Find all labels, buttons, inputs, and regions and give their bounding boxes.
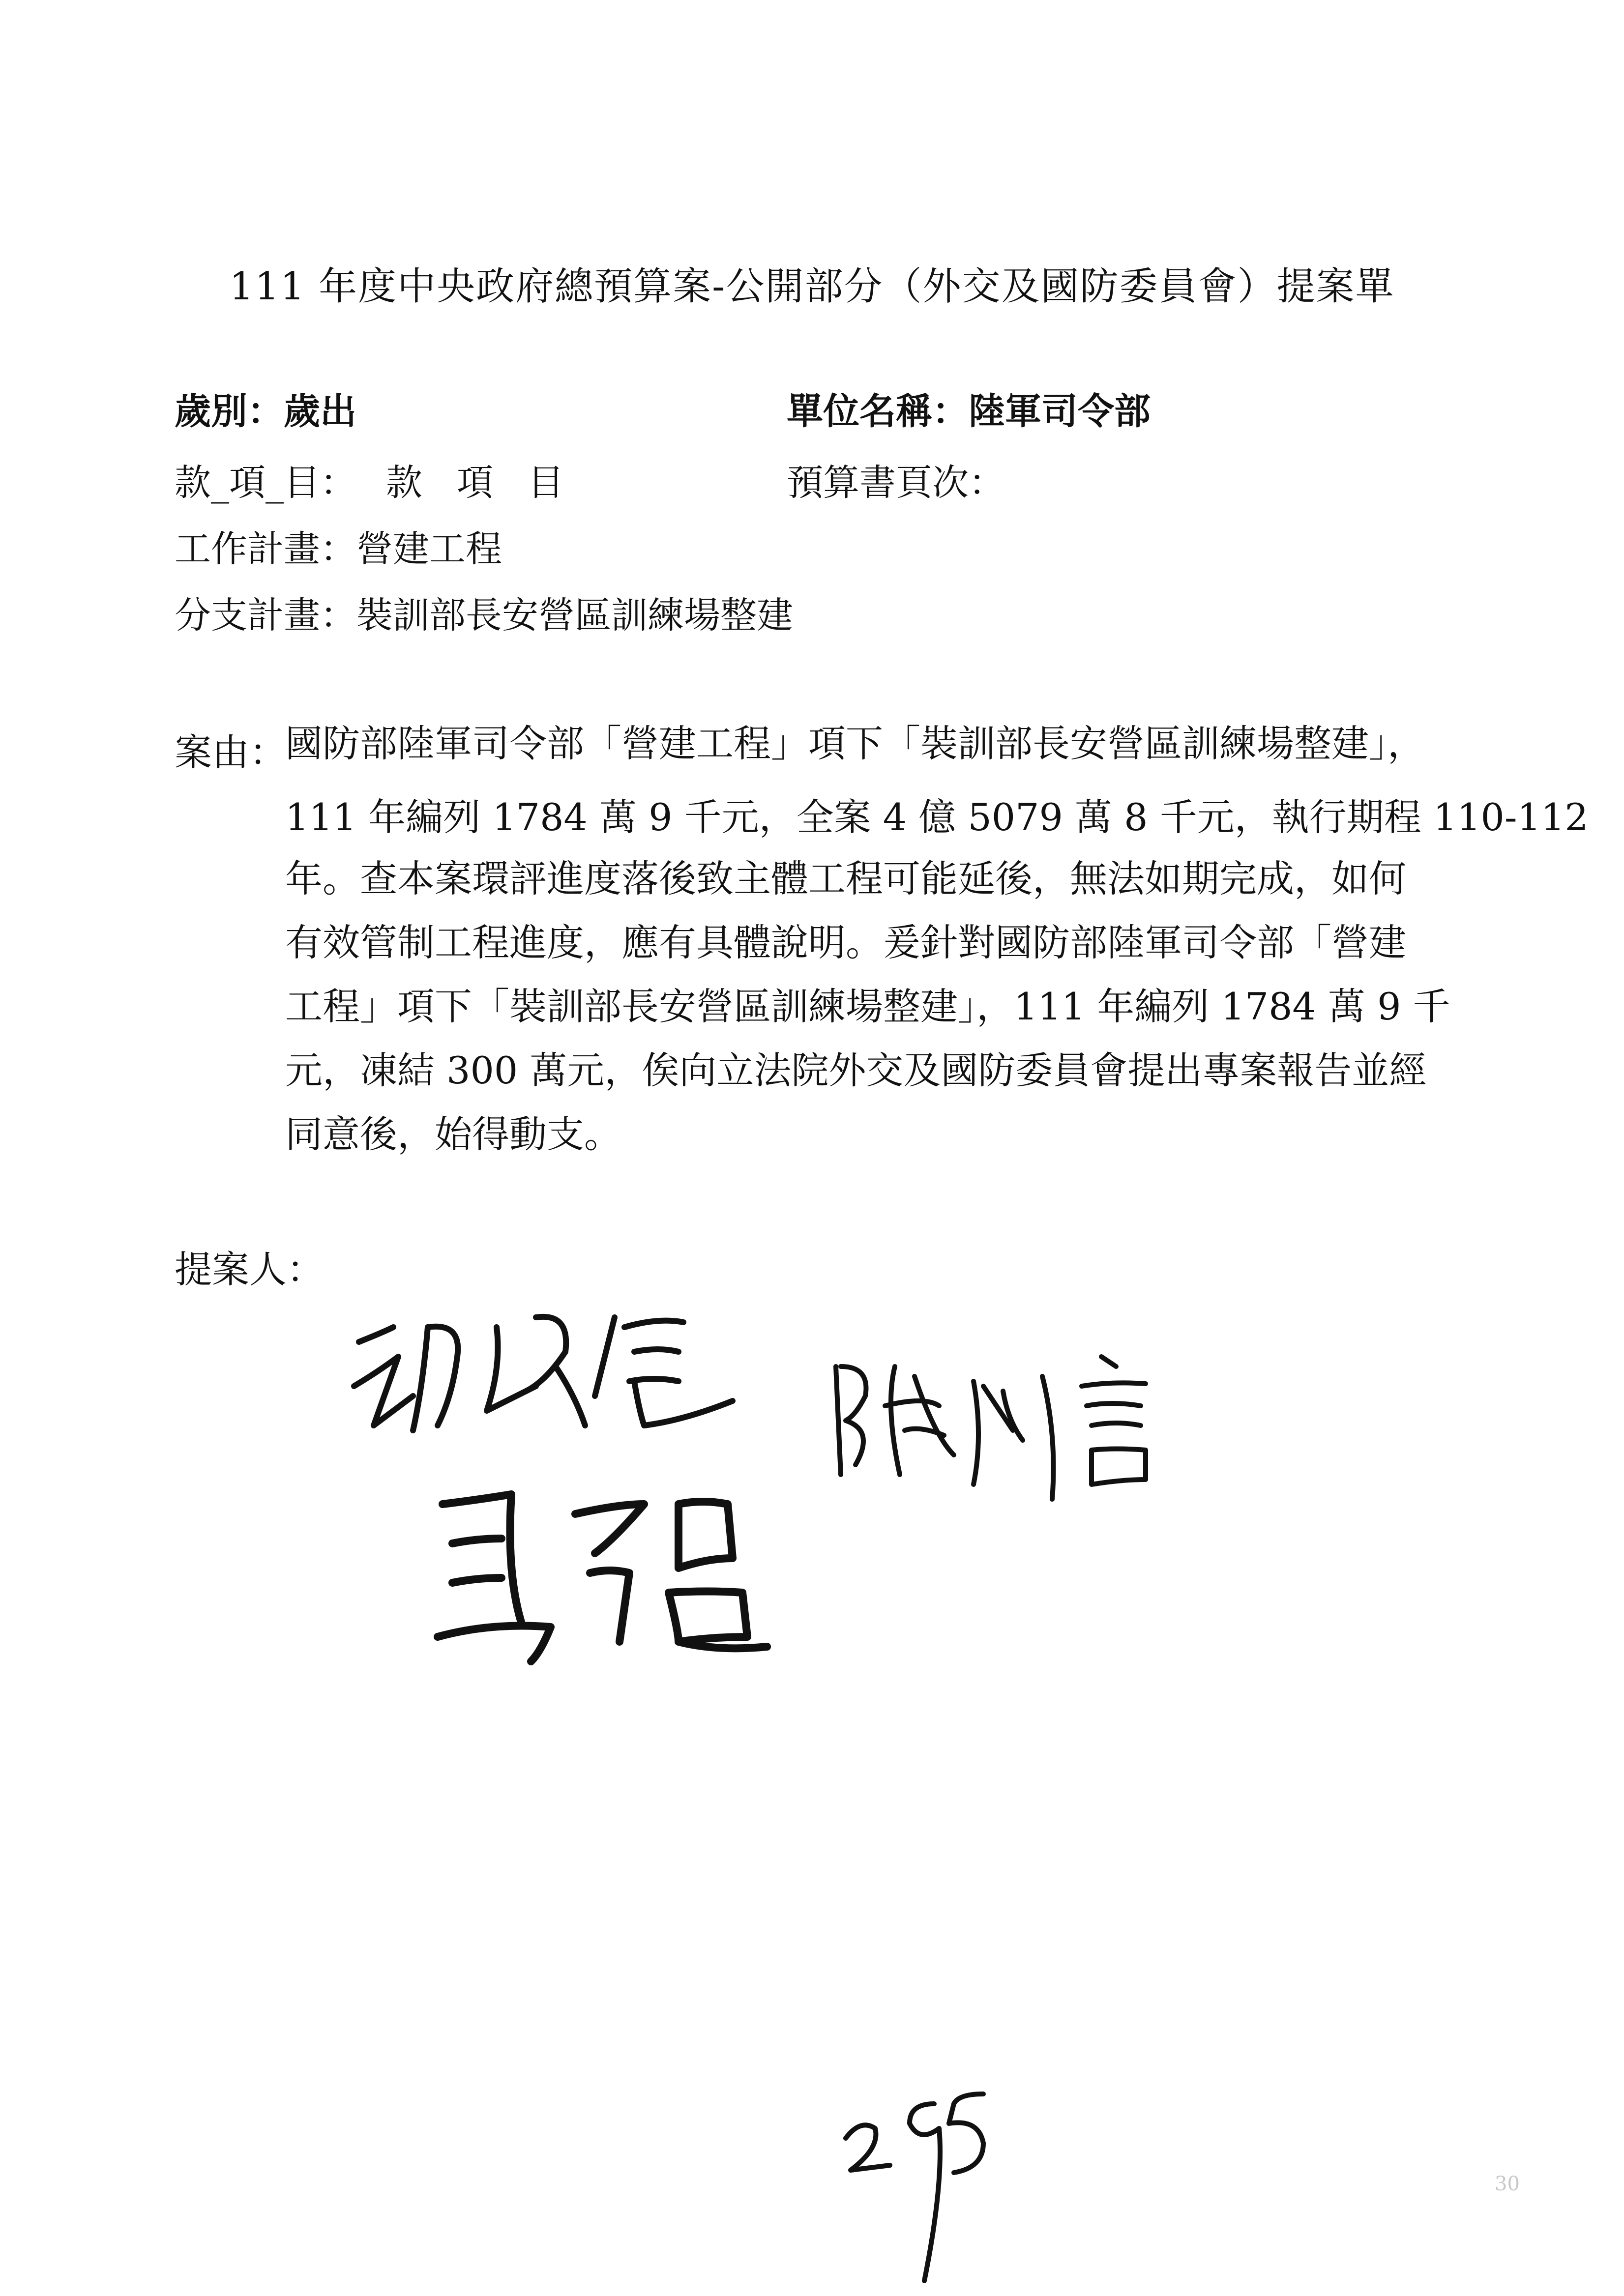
unit-value: 陸軍司令部 — [969, 390, 1151, 433]
sub-plan-value: 裝訓部長安營區訓練場整建 — [356, 594, 793, 637]
item-kuan: 款 — [386, 462, 422, 504]
signature-2 — [826, 1347, 1269, 1504]
unit-field — [787, 390, 1151, 433]
item-label: 款_項_目： — [175, 462, 356, 504]
budget-page-field — [787, 462, 1005, 504]
signature-1 — [339, 1298, 782, 1445]
category-label: 歲別： — [175, 390, 284, 433]
unit-label: 單位名稱： — [787, 390, 969, 433]
item-mu: 目 — [528, 462, 564, 504]
reason-line: 有效管制工程進度，應有具體說明。爰針對國防部陸軍司令部「營建 — [285, 921, 1406, 964]
corner-mark: 30 — [1495, 2173, 1520, 2195]
reason-line: 國防部陸軍司令部「營建工程」項下「裝訓部長安營區訓練場整建」， — [285, 722, 1425, 765]
proposer-label: 提案人： — [175, 1248, 324, 1291]
item-field — [175, 462, 564, 504]
sub-plan-label: 分支計畫： — [175, 594, 356, 637]
work-plan-value: 營建工程 — [356, 528, 502, 570]
work-plan-field — [175, 528, 502, 570]
reason-line: 同意後，始得動支。 — [285, 1112, 621, 1156]
budget-page-label: 預算書頁次： — [787, 462, 1005, 504]
item-xiang: 項 — [457, 462, 493, 504]
reason-line: 元，凍結 300 萬元，俟向立法院外交及國防委員會提出專案報告並經 — [285, 1048, 1427, 1092]
document-title: 111 年度中央政府總預算案-公開部分（外交及國防委員會）提案單 — [229, 264, 1395, 309]
reason-line: 111 年編列 1784 萬 9 千元，全案 4 億 5079 萬 8 千元，執行期程 110-112 — [285, 795, 1589, 839]
reason-label: 案由： — [175, 730, 287, 774]
reason-line: 工程」項下「裝訓部長安營區訓練場整建」，111 年編列 1784 萬 9 千 — [285, 985, 1450, 1028]
page-number — [836, 2084, 1003, 2291]
category-value: 歲出 — [284, 390, 356, 433]
sub-plan-field — [175, 594, 793, 637]
work-plan-label: 工作計畫： — [175, 528, 356, 570]
reason-line: 年。查本案環評進度落後致主體工程可能延後，無法如期完成，如何 — [285, 857, 1406, 901]
category-field — [175, 390, 356, 433]
signature-3 — [423, 1475, 792, 1681]
